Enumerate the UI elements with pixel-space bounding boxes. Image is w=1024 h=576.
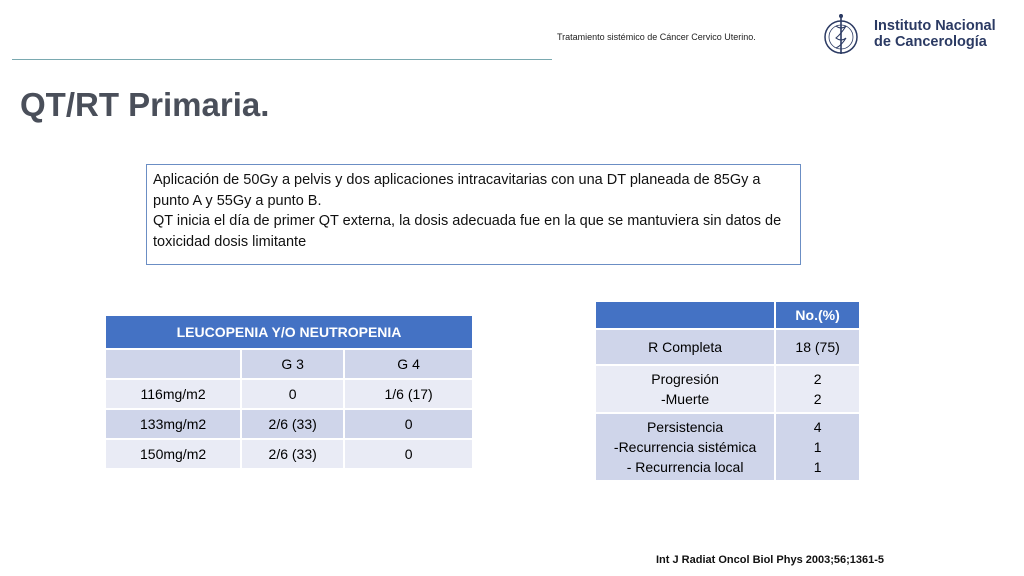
table-cell: 2/6 (33) — [241, 409, 344, 439]
cell-line: 4 — [813, 419, 822, 435]
table-cell — [595, 329, 775, 365]
table-cell: 150mg/m2 — [105, 439, 241, 469]
table-cell — [595, 413, 775, 481]
cell-line: 2 — [813, 371, 822, 387]
cell-line: Progresión — [651, 371, 719, 387]
table-cell: 133mg/m2 — [105, 409, 241, 439]
leucopenia-table-title: LEUCOPENIA Y/O NEUTROPENIA — [105, 315, 473, 349]
table-row — [595, 365, 860, 413]
cell-line: 2 — [813, 391, 822, 407]
column-header: G 3 — [241, 349, 344, 379]
protocol-description-box — [146, 164, 801, 265]
table-cell: 2/6 (33) — [241, 439, 344, 469]
slide-title: QT/RT Primaria. — [20, 86, 270, 123]
cell-line: 18 (75) — [795, 339, 840, 355]
column-header — [595, 301, 775, 329]
cell-line: 1 — [813, 459, 822, 475]
table-cell — [595, 365, 775, 413]
table-row — [595, 329, 860, 365]
cell-line: -Muerte — [660, 391, 710, 407]
table-cell: 0 — [241, 379, 344, 409]
table-cell: 0 — [344, 439, 473, 469]
column-header — [105, 349, 241, 379]
leucopenia-table — [104, 314, 474, 470]
response-table — [594, 300, 861, 482]
column-header: No.(%) — [775, 301, 860, 329]
cell-line: Persistencia — [646, 419, 724, 435]
header-subtitle: Tratamiento sistémico de Cáncer Cervico Uterino. — [557, 32, 756, 42]
table-cell: 0 — [344, 409, 473, 439]
table-cell — [775, 413, 860, 481]
protocol-line-1: Aplicación de 50Gy a pelvis y dos aplicaciones intracavitarias con una DT planeada de 85Gy a punto A y 55Gy a punto B. — [153, 172, 761, 209]
logo-line-1: Instituto Nacional — [874, 18, 996, 34]
protocol-line-2: QT inicia el día de primer QT externa, la dosis adecuada fue en la que se mantuviera sin datos de toxicidad dosis limitante — [153, 213, 782, 250]
table-header-row — [105, 349, 473, 379]
institute-seal-icon — [822, 12, 860, 58]
column-header: G 4 — [344, 349, 473, 379]
header-divider — [12, 59, 552, 60]
logo-line-2: de Cancerología — [874, 34, 987, 50]
table-cell — [775, 329, 860, 365]
cell-line: R Completa — [648, 339, 723, 355]
table-cell: 116mg/m2 — [105, 379, 241, 409]
cell-line: -Recurrencia sistémica — [613, 439, 757, 455]
table-cell: 1/6 (17) — [344, 379, 473, 409]
table-row — [105, 379, 473, 409]
institute-logo — [822, 12, 1002, 58]
table-row — [105, 439, 473, 469]
cell-line: - Recurrencia local — [626, 459, 744, 475]
citation: Int J Radiat Oncol Biol Phys 2003;56;1361-5 — [656, 554, 885, 566]
table-row — [595, 413, 860, 481]
table-cell — [775, 365, 860, 413]
table-header-row — [595, 301, 860, 329]
cell-line: 1 — [813, 439, 822, 455]
table-row — [105, 409, 473, 439]
